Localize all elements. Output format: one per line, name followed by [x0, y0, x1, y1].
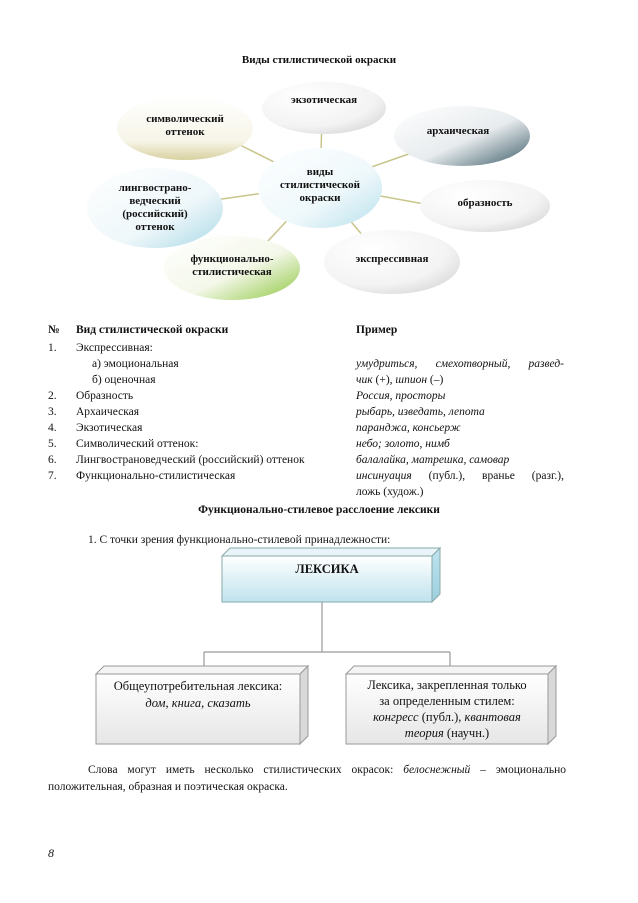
page-number: 8: [48, 846, 54, 860]
table-row-kind: Экзотическая: [76, 422, 143, 434]
table-row-num: 1.: [48, 342, 57, 354]
table-row-num: 5.: [48, 438, 57, 450]
left-box-line1: Общеупотребительная лексика:: [113, 679, 283, 693]
table-row-num: 4.: [48, 422, 57, 434]
example-functional-2: ложь (худож.): [356, 486, 424, 498]
section-point: 1. С точки зрения функционально-стилевой принадлежности:: [88, 534, 391, 546]
paragraph: [48, 762, 566, 796]
left-box-line2: дом, книга, сказать: [145, 696, 251, 710]
node-lingvo: лингвострано-ведческий (российский) оттенок: [118, 182, 192, 233]
example-functional-1: инсинуация (публ.), вранье (разг.),: [356, 470, 564, 482]
table-row-kind: а) эмоциональная: [92, 358, 179, 370]
node-archaic: архаическая: [426, 124, 490, 137]
node-functional: функционально-стилистическая: [190, 253, 274, 278]
table-row-num: 3.: [48, 406, 57, 418]
table-header-num: №: [48, 324, 60, 336]
example-expressive-2: чик (+), шпион (–): [356, 374, 444, 386]
table-row-kind: Образность: [76, 390, 134, 402]
lexika-right-box: [346, 677, 548, 741]
table-row-kind: Функционально-стилистическая: [76, 470, 236, 482]
right-box-line4: теория (научн.): [404, 726, 490, 740]
right-box-line3: конгресс (публ.), квантовая: [373, 710, 521, 724]
example-expressive-1: умудриться, смехотворный, развед-: [356, 358, 564, 370]
table-row-kind: Архаическая: [76, 406, 139, 418]
paragraph-line1: Слова могут иметь несколько стилистических окрасок: белоснежный – эмоционально: [88, 764, 566, 776]
paragraph-line2: положительная, образная и поэтическая окраска.: [48, 781, 288, 793]
node-figurative: образность: [457, 196, 513, 209]
right-box-line2: за определенным стилем:: [379, 694, 515, 708]
table-row-kind: Экспрессивная:: [76, 342, 153, 354]
section-title: Функционально-стилевое расслоение лексики: [198, 504, 440, 516]
lexika-top-box: ЛЕКСИКА: [295, 562, 359, 576]
diagram-title: Виды стилистической окраски: [241, 54, 397, 66]
example-lingvo: балалайка, матрешка, самовар: [356, 454, 510, 466]
node-symbolic: символический оттенок: [146, 113, 224, 138]
right-box-line1: Лексика, закрепленная только: [367, 678, 527, 692]
lexika-left-box: [96, 678, 300, 712]
example-symbolic: небо; золото, нимб: [356, 438, 450, 450]
node-exotic: экзотическая: [290, 93, 358, 106]
node-expressive: экспрессивная: [355, 252, 429, 265]
table-row-num: 6.: [48, 454, 57, 466]
node-center: виды стилистической окраски: [280, 165, 360, 204]
table-row-kind: б) оценочная: [92, 374, 156, 386]
table-header-example: Пример: [356, 324, 398, 336]
table-row-kind: Символический оттенок:: [76, 438, 199, 450]
example-archaic: рыбарь, изведать, лепота: [356, 406, 485, 418]
example-figurative: Россия, просторы: [356, 390, 446, 402]
table-row-num: 7.: [48, 470, 57, 482]
table-row-kind: Лингвострановедческий (российский) оттенок: [76, 454, 305, 466]
table-row-num: 2.: [48, 390, 57, 402]
table-header-kind: Вид стилистической окраски: [76, 324, 229, 336]
example-exotic: паранджа, консьерж: [356, 422, 461, 434]
